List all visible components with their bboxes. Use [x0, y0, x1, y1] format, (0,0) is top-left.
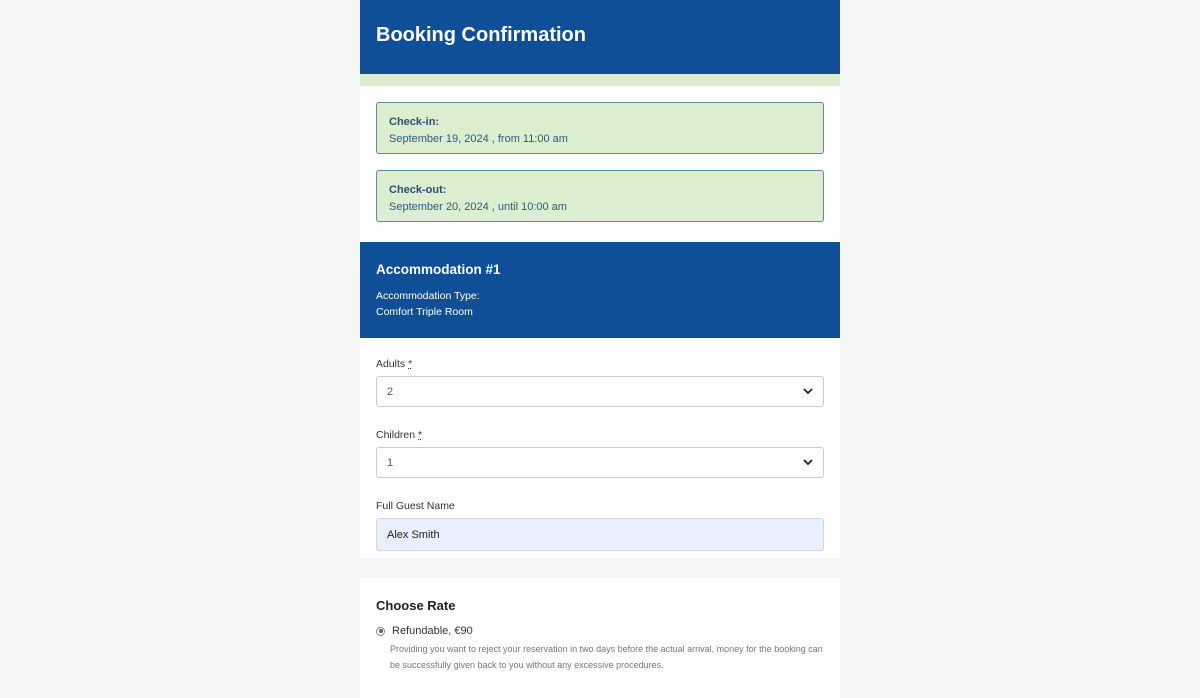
checkin-value: September 19, 2024 , from 11:00 am — [389, 133, 568, 145]
required-mark: * — [408, 358, 413, 370]
children-select[interactable] — [376, 447, 824, 478]
rate-option-refundable[interactable] — [376, 625, 824, 637]
page-title: Booking Confirmation — [376, 24, 586, 46]
accommodation-header — [360, 242, 840, 338]
section-gap — [360, 558, 840, 578]
chevron-down-icon — [803, 457, 813, 469]
dates-section — [360, 86, 840, 242]
chevron-down-icon — [803, 386, 813, 398]
guest-name-label: Full Guest Name — [376, 500, 455, 512]
guest-name-input[interactable] — [376, 518, 824, 551]
accommodation-type-value: Comfort Triple Room — [376, 306, 473, 318]
checkout-value: September 20, 2024 , until 10:00 am — [389, 201, 567, 213]
rate-option-label: Refundable, €90 — [392, 625, 473, 637]
accommodation-type-label: Accommodation Type: — [376, 290, 480, 302]
checkin-label: Check-in: — [389, 116, 440, 128]
accommodation-title: Accommodation #1 — [376, 262, 501, 277]
guest-form — [360, 338, 840, 558]
checkin-box — [376, 102, 824, 154]
checkout-label: Check-out: — [389, 184, 447, 196]
children-label-row — [376, 429, 824, 441]
header — [360, 0, 840, 74]
children-value: 1 — [387, 456, 394, 469]
radio-button[interactable] — [376, 627, 385, 636]
adults-select[interactable] — [376, 376, 824, 407]
children-label: Children — [376, 429, 416, 441]
adults-value: 2 — [387, 385, 394, 398]
rate-option-description: Providing you want to reject your reservation in two days before the actual arrival, money for the booking can be successfully given back to you without any excessive procedures. — [390, 644, 823, 670]
guest-name-value: Alex Smith — [387, 528, 440, 541]
required-mark: * — [418, 429, 423, 441]
adults-label: Adults — [376, 358, 406, 370]
checkout-box — [376, 170, 824, 222]
divider — [360, 74, 840, 86]
rate-section — [360, 578, 840, 698]
rate-title: Choose Rate — [376, 598, 456, 613]
booking-form — [360, 0, 840, 698]
adults-label-row — [376, 358, 824, 370]
